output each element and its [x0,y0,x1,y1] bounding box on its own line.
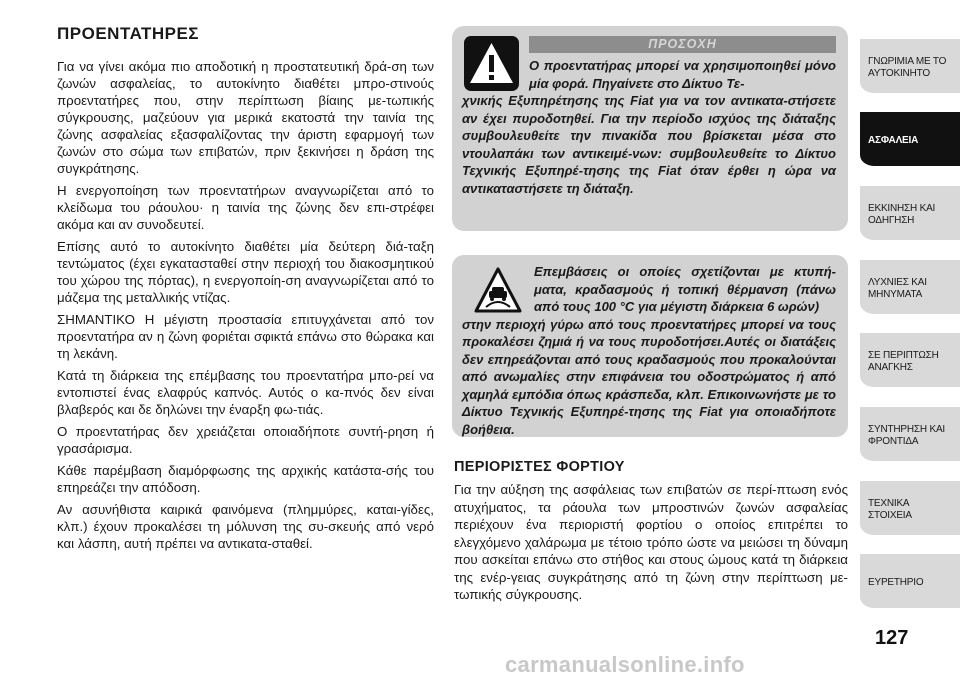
page-title: ΠΡΟΕΝΤΑΤΗΡΕΣ [57,24,199,43]
sidebar-tab-label: ΛΥΧΝΙΕΣ ΚΑΙ ΜΗΝΥΜΑΤΑ [868,277,927,300]
sidebar-tab-technical-data[interactable] [860,478,960,538]
caution-text-head: Επεμβάσεις οι οποίες σχετίζονται με κτυπή-ματα, κραδασμούς ή τοπική θέρμανση (πάνω από τους 100 °C για μέγιστη διάρκεια 6 ωρών) [534,264,836,314]
sidebar-tab-maintenance[interactable] [860,404,960,464]
warning-label: ΠΡΟΣΟΧΗ [529,36,836,53]
paragraph: Αν ασυνήθιστα καιρικά φαινόμενα (πλημμύρες, καται-γίδες, κλπ.) έχουν προκαλέσει τη μόλυνση της συ-σκευής από νερό και λάσπη, αυτή πρέπει να αντικατα-σταθεί. [57,502,434,551]
warning-triangle-icon [464,36,519,91]
slippery-road-warning-icon [474,267,522,315]
caution-text-body: στην περιοχή γύρω από τους προεντατήρες μπορεί να τους προκαλέσει ζημιά ή να τους πυροδοτήσει.Αυτές οι διατάξεις δεν επηρεάζονται από τους κραδασμούς που προκαλούνται από ανωμαλίες στην επιφάνεια του οδοστρώματος ή από χαμηλά εμπόδια όπως κράσπεδα, κλπ. Επικοινωνήστε με το Δίκτυο Τεχνικής Εξυπηρέ-τησης της Fiat για οποιαδήποτε βοήθεια. [462,316,836,437]
sidebar-tab-label: ΓΝΩΡΙΜΙΑ ΜΕ ΤΟ ΑΥΤΟΚΙΝΗΤΟ [868,56,947,79]
watermark: carmanualsonline.info [505,652,745,677]
warning-box [452,26,848,231]
chapter-sidebar [860,0,960,677]
warning-text-head: Ο προεντατήρας μπορεί να χρησιμοποιηθεί μόνο μία φορά. Πηγαίνετε στο Δίκτυο Τε- [529,58,836,91]
sidebar-tab-safety[interactable] [860,109,960,169]
sidebar-tab-getting-to-know[interactable] [860,36,960,96]
paragraph: Επίσης αυτό το αυτοκίνητο διαθέτει μία δεύτερη διά-ταξη τεντώματος (έχει εγκατασταθεί στην περιοχή του διακοσμητικού του χώρου της πόρτας), η ενεργοποίη-ση αναγνωρίζεται από το μάζεμα της μεταλλικής ντίζας. [57,239,434,305]
sidebar-tab-label: ΕΚΚΙΝΗΣΗ ΚΑΙ ΟΔΗΓΗΣΗ [868,203,936,226]
sidebar-tab-index[interactable] [860,551,960,611]
paragraph: Η ενεργοποίηση των προεντατήρων αναγνωρίζεται από το κλείδωμα του ράουλου· η ταινία της ζώνης δεν επι-στρέφει ακόμα και αν συνοδευτεί. [57,183,434,232]
section-paragraph: Για την αύξηση της ασφάλειας των επιβατών σε περί-πτωση ενός ατυχήματος, τα ράουλα των μπροστινών ζωνών ασφαλείας περιέχουν ένα περιοριστή φορτίου ο οποίος επιτρέπει το ελεγχόμενο χαλάρωμα με τέτοιο τρόπο ώστε να μειώσει τη δύναμη που ασκείται επάνω στο στήθος και στους ώμους κατά τη διάρκεια της ενέρ-γειας συγκράτησης από τη ζώνη στην περίπτωση με-τωπικής σύγκρουσης. [454,482,848,602]
paragraph: ΣΗΜΑΝΤΙΚΟ Η μέγιστη προστασία επιτυγχάνεται από τον προεντατήρα αν η ζώνη φοριέται σφικτά επάνω στο θώρακα και τη λεκάνη. [57,312,434,361]
sidebar-tab-label: ΕΥΡΕΤΗΡΙΟ [868,577,924,588]
paragraph: Κατά τη διάρκεια της επέμβασης του προεντατήρα μπο-ρεί να εντοπιστεί ένας ελαφρύς καπνός. Αυτός ο κα-πνός δεν είναι βλαβερός και δε δηλώνει την έναρξη φω-τιάς. [57,368,434,417]
page-number: 127 [875,627,909,649]
sidebar-tab-warnings-messages[interactable] [860,257,960,317]
section-title: ΠΕΡΙΟΡΙΣΤΕΣ ΦΟΡΤΙΟΥ [454,459,625,475]
sidebar-tab-label: ΣΕ ΠΕΡΙΠΤΩΣΗ ΑΝΑΓΚΗΣ [868,350,939,373]
warning-text-body: χνικής Εξυπηρέτησης της Fiat για να τον αντικατα-στήσετε αν έχει πυροδοτηθεί. Για την περίοδο ισχύος της διάταξης συμβουλευθείτε την πινακίδα που βρίσκεται μέσα στο ντουλαπάκι των αντικειμέ-νων: συμβουλευθείτε το Δίκτυο Τεχνικής Εξυπηρέ-τησης της Fiat όταν έρθει η ώρα να αντικαταστήσετε τη διάταξη. [462,93,836,196]
sidebar-tab-label: ΤΕΧΝΙΚΑ ΣΤΟΙΧΕΙΑ [868,498,912,521]
sidebar-tab-label: ΑΣΦΑΛΕΙΑ [868,135,919,146]
left-column [57,24,434,557]
paragraph: Κάθε παρέμβαση διαμόρφωσης της αρχικής κατάστα-σής του επηρεάζει την απόδοση. [57,463,434,495]
sidebar-tab-starting-driving[interactable] [860,183,960,243]
sidebar-tab-emergency[interactable] [860,330,960,390]
paragraph: Για να γίνει ακόμα πιο αποδοτική η προστατευτική δρά-ση των ζωνών ασφαλείας, το αυτοκίνητο διαθέτει μπρο-στινούς προεντατήρες που, στην περίπτωση βίαιης με-τωπικής σύγκρουσης, μαζεύουν για μερικά εκατοστά την ταινία της ζώνης ασφαλείας εξασφαλίζοντας την άριστη εφαρμογή των ζωνών στο σώμα των επιβατών, πριν ξεκινήσει η δράση της συγκράτησης. [57,59,434,176]
paragraph: Ο προεντατήρας δεν χρειάζεται οποιαδήποτε συντή-ρηση ή γρασάρισμα. [57,424,434,456]
right-column [452,26,848,604]
sidebar-tab-label: ΣΥΝΤΗΡΗΣΗ ΚΑΙ ΦΡΟΝΤΙΔΑ [868,424,945,447]
caution-box [452,255,848,437]
